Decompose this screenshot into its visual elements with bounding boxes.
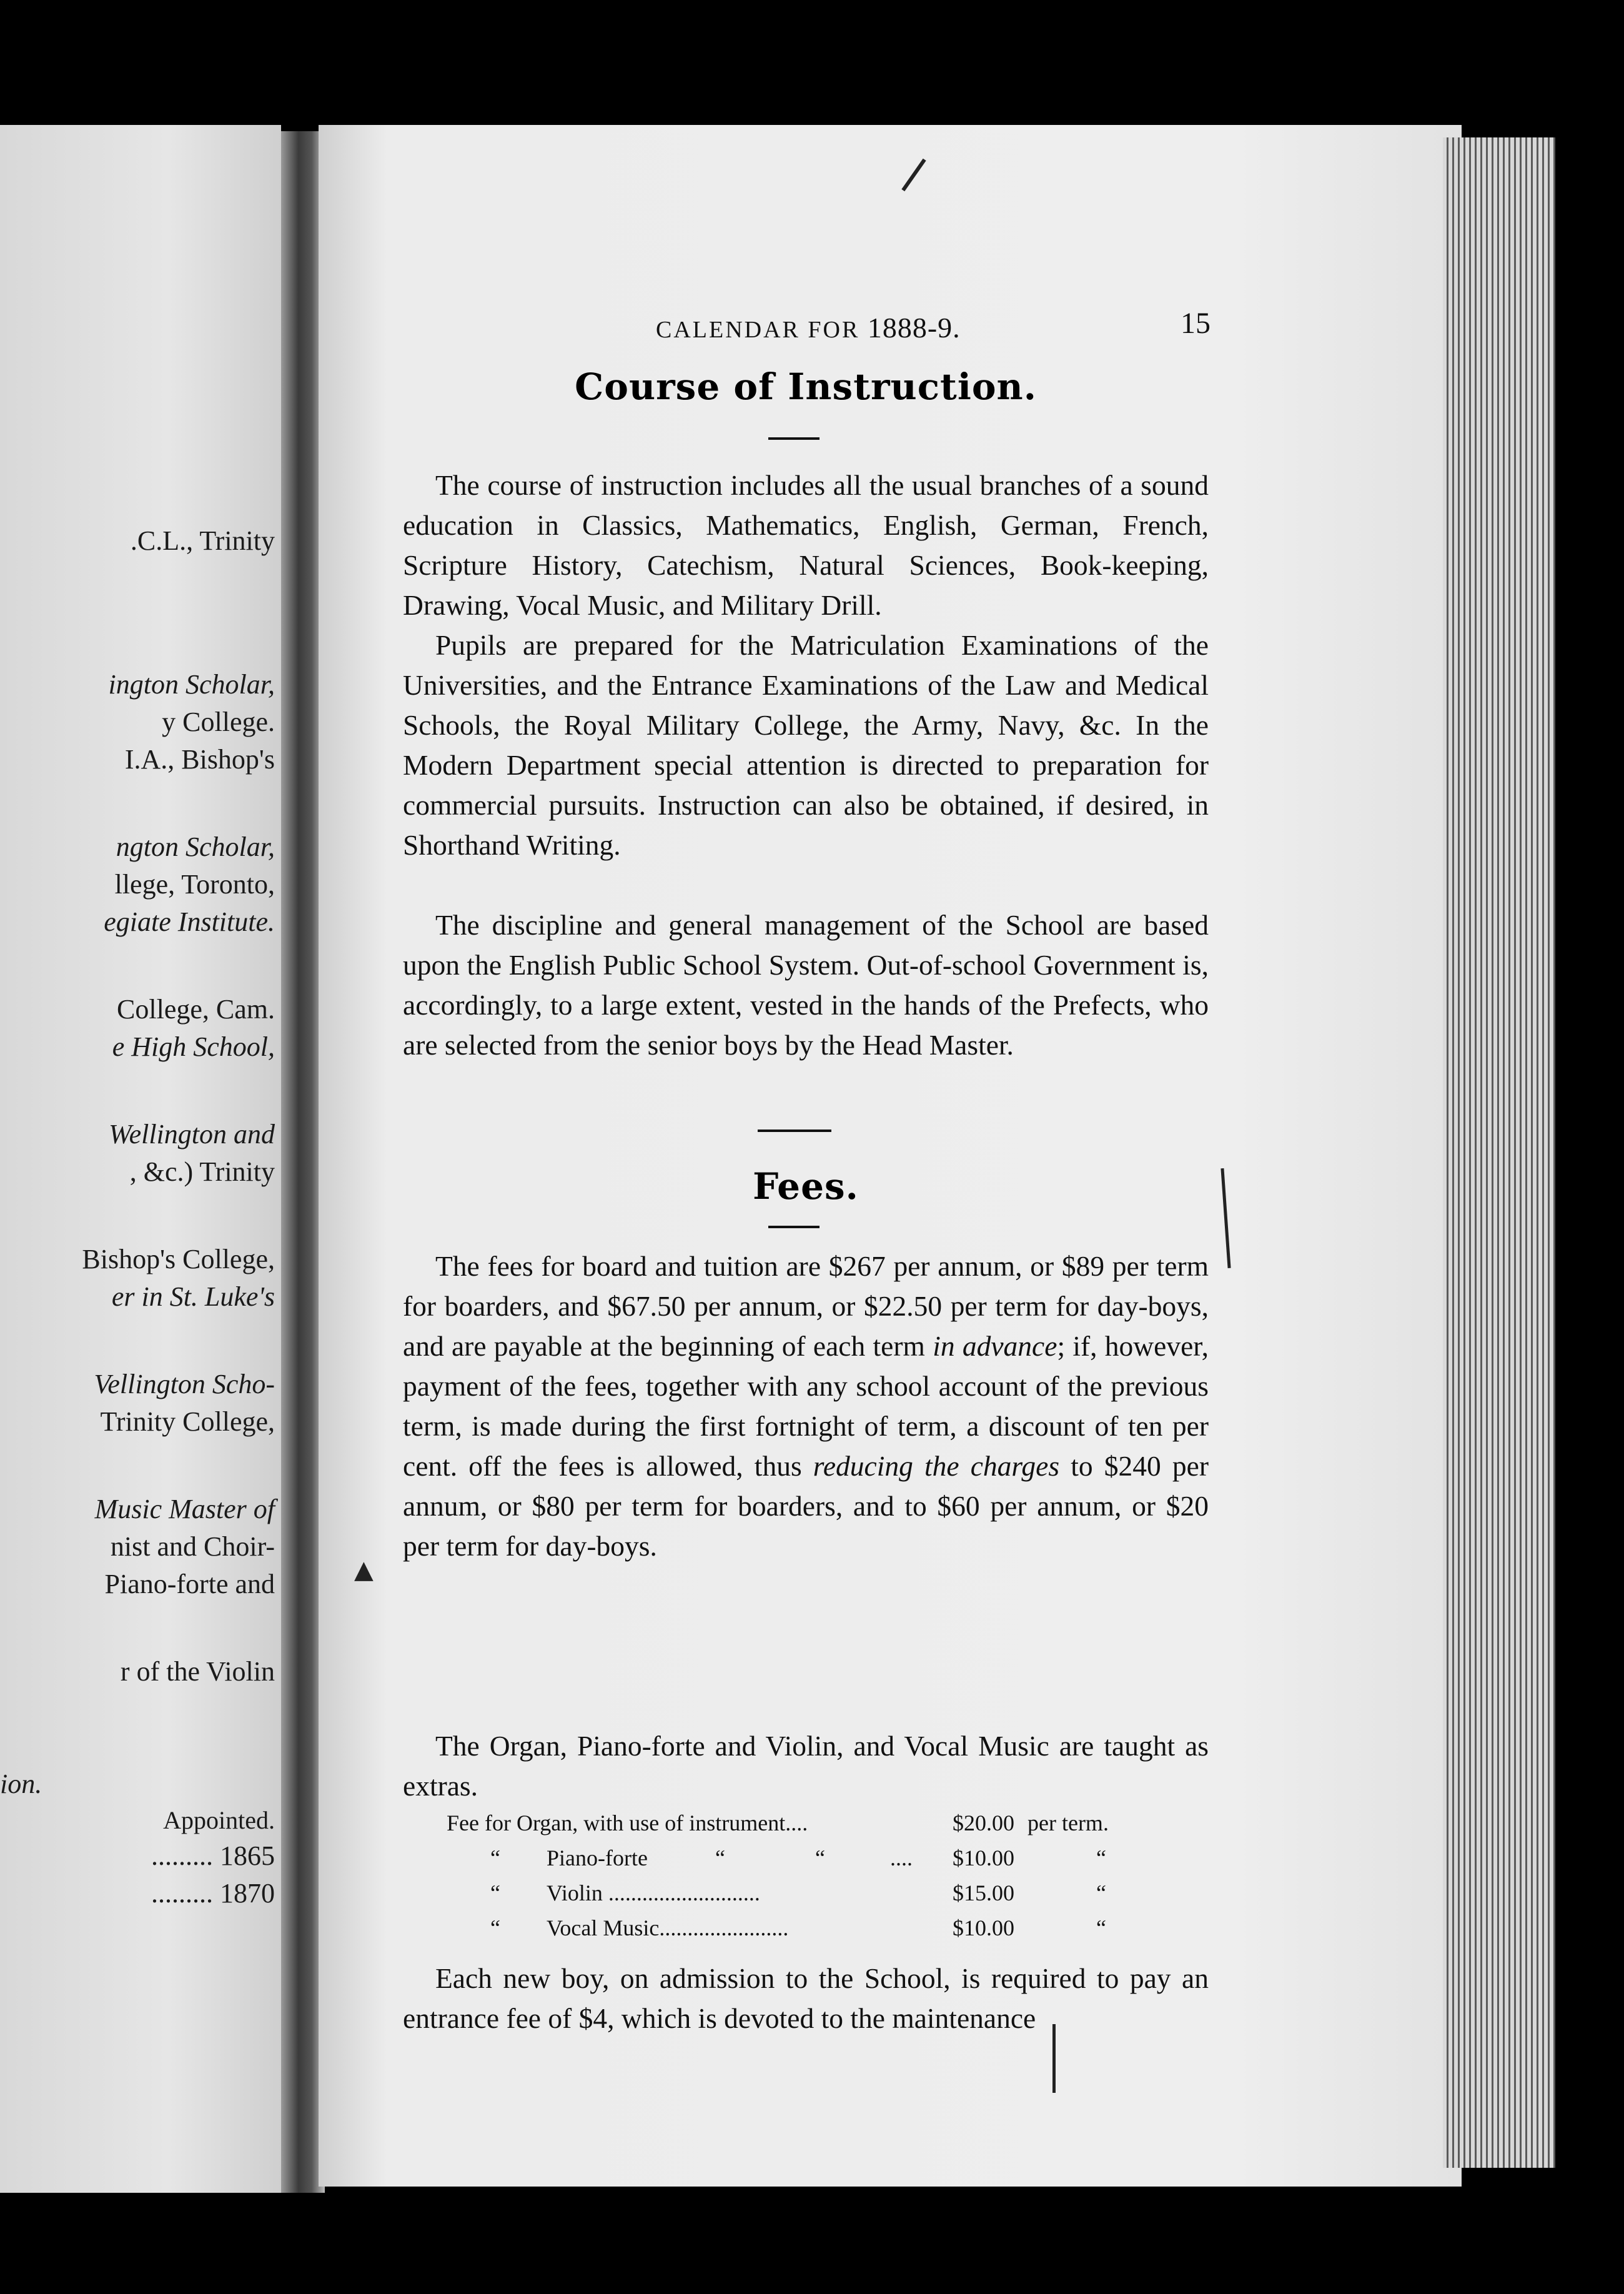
heading-rule	[768, 1226, 819, 1228]
left-line: Wellington and	[108, 1119, 275, 1149]
ditto-mark: “	[490, 1915, 500, 1940]
left-line: Vellington Scho-	[94, 1369, 275, 1399]
left-line: ngton Scholar,	[116, 832, 275, 862]
page-number: 15	[1181, 307, 1211, 340]
course-heading: Course of Instruction.	[575, 365, 1037, 408]
fee-row	[403, 1805, 1209, 1840]
fee-row	[403, 1875, 1209, 1910]
left-line: egiate Institute.	[104, 906, 275, 937]
left-line: r of the Violin	[120, 1656, 275, 1687]
ditto-mark: “	[490, 1845, 500, 1870]
left-line: er in St. Luke's	[111, 1281, 275, 1312]
pencil-mark	[1220, 1168, 1230, 1268]
left-line: Appointed.	[163, 1806, 275, 1834]
running-title: CALENDAR FOR 1888-9.	[656, 312, 961, 344]
heading-rule	[768, 437, 819, 440]
fee-label: Vocal Music.......................	[547, 1915, 789, 1940]
left-line: Bishop's College,	[82, 1244, 275, 1274]
right-page	[319, 125, 1462, 2187]
left-line: .C.L., Trinity	[130, 525, 275, 556]
fees-paragraph: Each new boy, on admission to the School, is required to pay an entrance fee of $4, which is devoted to the maintenance	[403, 1962, 1209, 2034]
left-line: ington Scholar,	[108, 669, 275, 700]
page-edges	[1443, 137, 1555, 2168]
left-line: ......... 1865	[151, 1840, 275, 1871]
ditto-mark: “	[1096, 1915, 1106, 1940]
fee-amount: $20.00	[953, 1810, 1014, 1835]
ditto-mark: “	[1096, 1845, 1106, 1870]
fee-row	[403, 1910, 1209, 1945]
left-line: Music Master of	[94, 1494, 275, 1524]
left-line: , &c.) Trinity	[129, 1156, 275, 1187]
left-line: nist and Choir-	[110, 1531, 275, 1562]
left-line: ion.	[0, 1769, 42, 1799]
ditto-mark: “	[715, 1845, 725, 1870]
pencil-mark	[1052, 2024, 1056, 2093]
fees-paragraph: The fees for board and tuition are $267 per annum, or $89 per term for boarders, and $67.50 per annum, or $22.50 per term for day-boys, and are payable at the beginning of each term in advance; if, however, payment of the fees, together with any school account of the previous term, is made during the first fortnight of term, a discount of ten per cent. off the fees is allowed, thus reducing the charges to $240 per annum, or $80 per term for boarders, and to $60 per annum, or $20 per term for day-boys.	[403, 1250, 1209, 1562]
course-paragraph: The discipline and general management of the School are based upon the English Public School System. Out-of-school Government is, accordingly, to a large extent, vested in the hands of the Prefects, who are selected from the senior boys by the Head Master.	[403, 909, 1209, 1061]
fee-label: Violin ...........................	[547, 1880, 760, 1905]
fee-table	[403, 1805, 1209, 1945]
fee-amount: $10.00	[953, 1915, 1014, 1940]
fees-paragraph: The Organ, Piano-forte and Violin, and Vocal Music are taught as extras.	[403, 1730, 1209, 1802]
section-rule	[758, 1130, 831, 1132]
left-line: Trinity College,	[100, 1406, 275, 1437]
ditto-mark: “	[815, 1845, 825, 1870]
fee-amount: $10.00	[953, 1845, 1014, 1870]
ditto-mark: “	[1096, 1880, 1106, 1905]
left-page	[0, 125, 281, 2193]
text-column	[403, 125, 1209, 2187]
course-paragraph: The course of instruction includes all the usual branches of a sound education in Classics, Mathematics, English, German, French, Scripture History, Catechism, Natural Sciences, Book-keeping, Drawing, Vocal Music, and Military Drill.	[403, 469, 1209, 621]
left-line: ......... 1870	[151, 1878, 275, 1909]
left-line: e High School,	[112, 1031, 275, 1062]
ditto-mark: “	[490, 1880, 500, 1905]
left-line: llege, Toronto,	[114, 869, 275, 900]
left-line: y College.	[162, 707, 275, 737]
arrow-mark: ▲	[354, 1556, 374, 1584]
fee-unit: per term.	[1027, 1810, 1109, 1835]
fees-heading: Fees.	[753, 1165, 859, 1208]
fee-row	[403, 1840, 1209, 1875]
left-line: I.A., Bishop's	[124, 744, 275, 775]
course-paragraph: Pupils are prepared for the Matriculation Examinations of the Universities, and the Entrance Examinations of the Law and Medical Schools, the Royal Military College, the Army, Navy, &c. In the Modern Department special attention is directed to preparation for commercial pursuits. Instruction can also be obtained, if desired, in Shorthand Writing.	[403, 629, 1209, 861]
fee-dots: ....	[890, 1845, 913, 1870]
fee-label: Piano-forte	[547, 1845, 648, 1870]
left-line: College, Cam.	[117, 994, 275, 1025]
fee-amount: $15.00	[953, 1880, 1014, 1905]
left-line: Piano-forte and	[104, 1569, 275, 1599]
fee-label: Fee for Organ, with use of instrument....	[447, 1810, 808, 1835]
